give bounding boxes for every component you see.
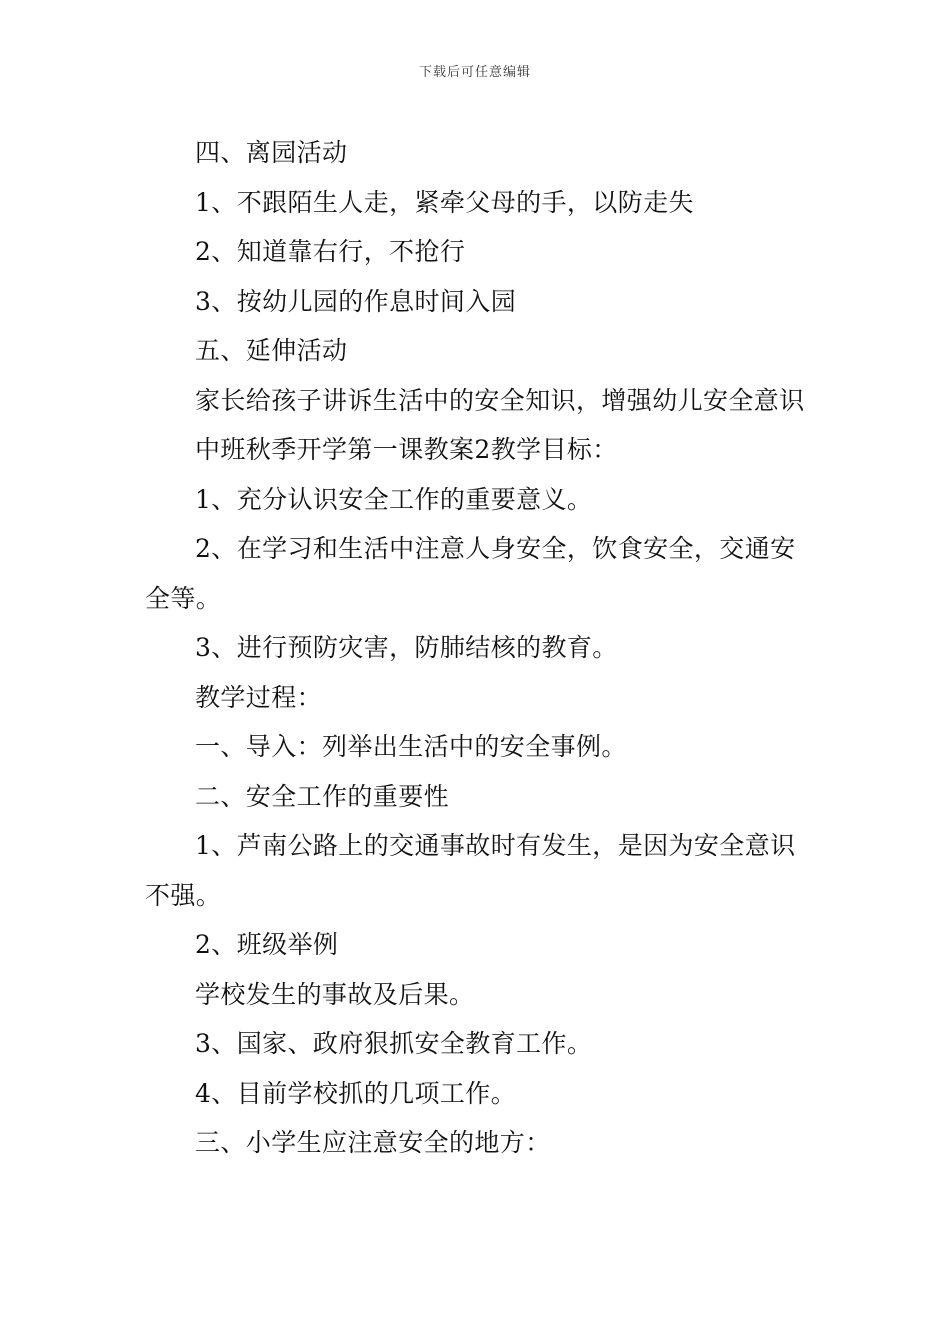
paragraph: 一、导入：列举出生活中的安全事例。 [195,732,627,761]
paragraph: 2、在学习和生活中注意人身安全，饮食安全，交通安全等。 [145,534,796,613]
paragraph: 1、芦南公路上的交通事故时有发生，是因为安全意识不强。 [145,831,796,910]
paragraph: 3、按幼儿园的作息时间入园 [195,286,517,316]
paragraph: 1、充分认识安全工作的重要意义。 [195,484,593,514]
paragraph: 五、延伸活动 [195,336,348,365]
paragraph: 二、安全工作的重要性 [195,781,450,811]
paragraph: 2、知道靠右行，不抢行 [195,237,466,266]
paragraph: 3、国家、政府狠抓安全教育工作。 [195,1029,593,1058]
paragraph: 2、班级举例 [195,930,339,959]
paragraph: 1、不跟陌生人走，紧牵父母的手，以防走失 [195,187,694,217]
paragraph: 教学过程： [195,682,323,712]
paragraph: 3、进行预防灾害，防肺结核的教育。 [195,633,618,662]
paragraph: 学校发生的事故及后果。 [195,979,475,1009]
document-body [145,128,813,1168]
paragraph: 四、离园活动 [195,138,348,167]
paragraph: 三、小学生应注意安全的地方： [195,1128,551,1157]
paragraph: 家长给孩子讲诉生活中的安全知识，增强幼儿安全意识 [195,385,805,415]
paragraph: 4、目前学校抓的几项工作。 [195,1078,517,1108]
paragraph: 中班秋季开学第一课教案2教学目标： [195,435,618,464]
page-header: 下载后可任意编辑 [418,65,531,80]
